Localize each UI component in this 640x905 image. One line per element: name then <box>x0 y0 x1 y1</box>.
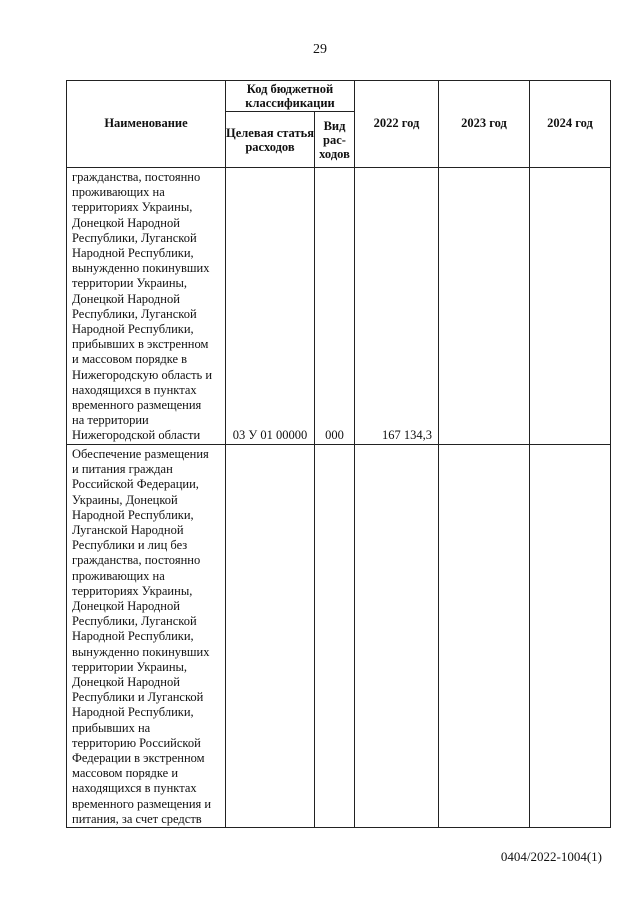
header-expense-type: Вид рас-ходов <box>315 112 355 168</box>
table-row <box>67 445 611 828</box>
row-2022 <box>355 445 439 828</box>
header-2024: 2024 год <box>530 81 611 168</box>
row-2023 <box>439 445 530 828</box>
header-target-article: Целевая статья расходов <box>226 112 315 168</box>
row-expense-type: 000 <box>315 168 355 445</box>
document-code: 0404/2022-1004(1) <box>500 849 602 864</box>
row-2024 <box>530 168 611 445</box>
header-name: Наименование <box>67 81 226 168</box>
row-2024 <box>530 445 611 828</box>
row-target-article: 03 У 01 00000 <box>226 168 315 445</box>
header-kbk: Код бюджетной классификации <box>226 81 355 112</box>
table-row <box>67 168 611 445</box>
row-name: Обеспечение размещения и питания граждан Российской Федерации, Украины, Донецкой Народной Республики, Луганской Народной Республики и лиц без гражданства, постоянно проживающих на территориях Украины, Донецкой Народной Республики, Луганской Народной Республики, вынужденно покинувших территории Украины, Донецкой Народной Республики и Луганской Народной Республики, прибывших на территорию Российской Федерации в экстренном массовом порядке и находящихся в пунктах временного размещения и питания, за счет средств <box>67 445 226 828</box>
header-2022: 2022 год <box>355 81 439 168</box>
budget-table <box>66 80 611 828</box>
row-expense-type <box>315 445 355 828</box>
row-name: гражданства, постоянно проживающих на территориях Украины, Донецкой Народной Республики, Луганской Народной Республики, вынужденно покинувших территории Украины, Донецкой Народной Республики, Луганской Народной Республики, прибывших в экстренном и массовом порядке в Нижегородскую область и находящихся в пунктах временного размещения на территории Нижегородской области <box>67 168 226 445</box>
row-2023 <box>439 168 530 445</box>
page-number: 29 <box>313 42 327 57</box>
row-2022: 167 134,3 <box>355 168 439 445</box>
header-2023: 2023 год <box>439 81 530 168</box>
row-target-article <box>226 445 315 828</box>
